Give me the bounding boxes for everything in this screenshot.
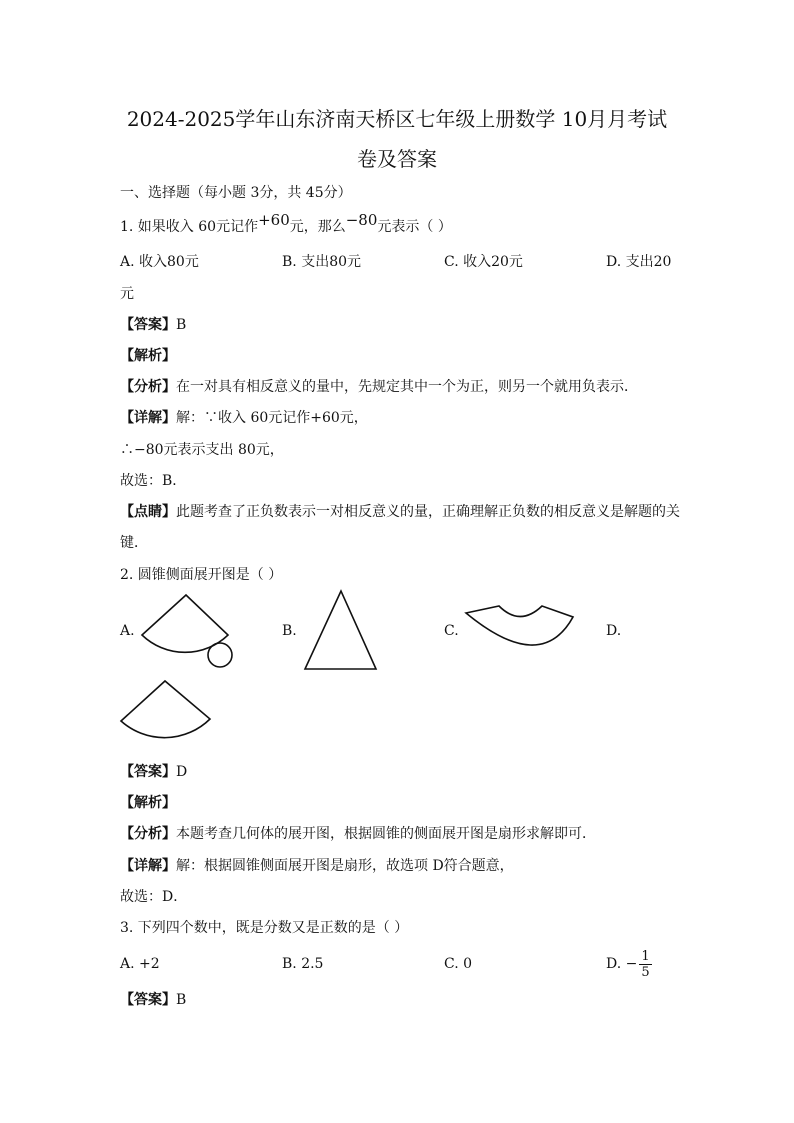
q2-xiangjie (120, 856, 514, 876)
q1-option-c: C. 收入20元 (444, 254, 523, 270)
q3-answer (120, 990, 186, 1010)
answer-value: B (176, 992, 187, 1008)
q3-option-c: C. 0 (444, 956, 473, 972)
answer-tag: 【答案】 (120, 764, 176, 780)
answer-tag: 【答案】 (120, 317, 176, 333)
q1-positive-value: +60 (258, 211, 290, 229)
fraction-denominator: 5 (641, 964, 650, 980)
q2-jiexi-heading: 【解析】 (120, 795, 176, 811)
dianjing-text: 此题考查了正负数表示一对相反意义的量，正确理解正负数的相反意义是解题的关 (176, 504, 680, 520)
q2-fenxi (120, 824, 596, 844)
q1-xiangjie (120, 408, 368, 428)
q2-label-a: A. (120, 623, 135, 639)
q1-dianjing-wrap: 键． (120, 535, 148, 551)
q1-negative-value: −80 (345, 211, 378, 229)
xiangjie-tag: 【详解】 (120, 410, 176, 426)
xiangjie-text: 解：根据圆锥侧面展开图是扇形，故选项 D符合题意， (176, 858, 514, 874)
q1-solution-line2: ∴−80元表示支出 80元， (120, 442, 284, 458)
q1-jiexi-heading: 【解析】 (120, 348, 176, 364)
q1-dianjing (120, 502, 680, 522)
fenxi-text: 本题考查几何体的展开图，根据圆锥的侧面展开图是扇形求解即可． (176, 826, 596, 842)
q3-option-d (606, 942, 652, 986)
q1-stem (120, 211, 452, 237)
q2-answer (120, 762, 187, 782)
section-heading: 一、选择题（每小题 3分，共 45分） (120, 185, 352, 201)
fenxi-text: 在一对具有相反意义的量中，先规定其中一个为正，则另一个就用负表示． (176, 379, 638, 395)
fraction-numerator: 1 (641, 948, 650, 964)
fenxi-tag: 【分析】 (120, 826, 176, 842)
xiangjie-text: 解：∵收入 60元记作+60元， (176, 410, 368, 426)
fraction (639, 949, 651, 980)
q3-option-d-label: D. − (606, 956, 638, 972)
q1-suffix: 元表示（ ） (377, 219, 452, 235)
q1-option-d: D. 支出20 (606, 254, 672, 270)
sector-figure (118, 678, 214, 752)
doc-title-line1: 2024-2025学年山东济南天桥区七年级上册数学 10月月考试 (126, 107, 668, 131)
answer-value: B (176, 317, 187, 333)
answer-value: D (176, 764, 188, 780)
q2-label-c: C. (444, 623, 459, 639)
answer-tag: 【答案】 (120, 992, 176, 1008)
q1-answer (120, 315, 186, 335)
annular-sector-figure (463, 603, 577, 657)
q1-choice: 故选：B． (120, 473, 187, 489)
q1-option-a: A. 收入80元 (120, 254, 199, 270)
q1-option-d-wrap: 元 (120, 286, 134, 302)
q1-prefix: 1. 如果收入 60元记作 (120, 219, 259, 235)
q1-option-b: B. 支出80元 (282, 254, 362, 270)
q2-stem: 2. 圆锥侧面展开图是（ ） (120, 567, 283, 583)
sector-with-circle-figure (138, 592, 238, 670)
dianjing-tag: 【点睛】 (120, 504, 176, 520)
q3-stem: 3. 下列四个数中，既是分数又是正数的是（ ） (120, 920, 409, 936)
doc-title-line2: 卷及答案 (357, 147, 437, 171)
xiangjie-tag: 【详解】 (120, 858, 176, 874)
q2-choice: 故选：D． (120, 889, 188, 905)
fenxi-tag: 【分析】 (120, 379, 176, 395)
q3-option-b: B. 2.5 (282, 956, 324, 972)
q3-option-a: A. +2 (120, 956, 160, 972)
q1-mid: 元，那么 (289, 219, 346, 235)
q2-label-d: D. (606, 623, 622, 639)
triangle-figure (302, 588, 380, 674)
q1-fenxi (120, 377, 638, 397)
q2-label-b: B. (282, 623, 297, 639)
